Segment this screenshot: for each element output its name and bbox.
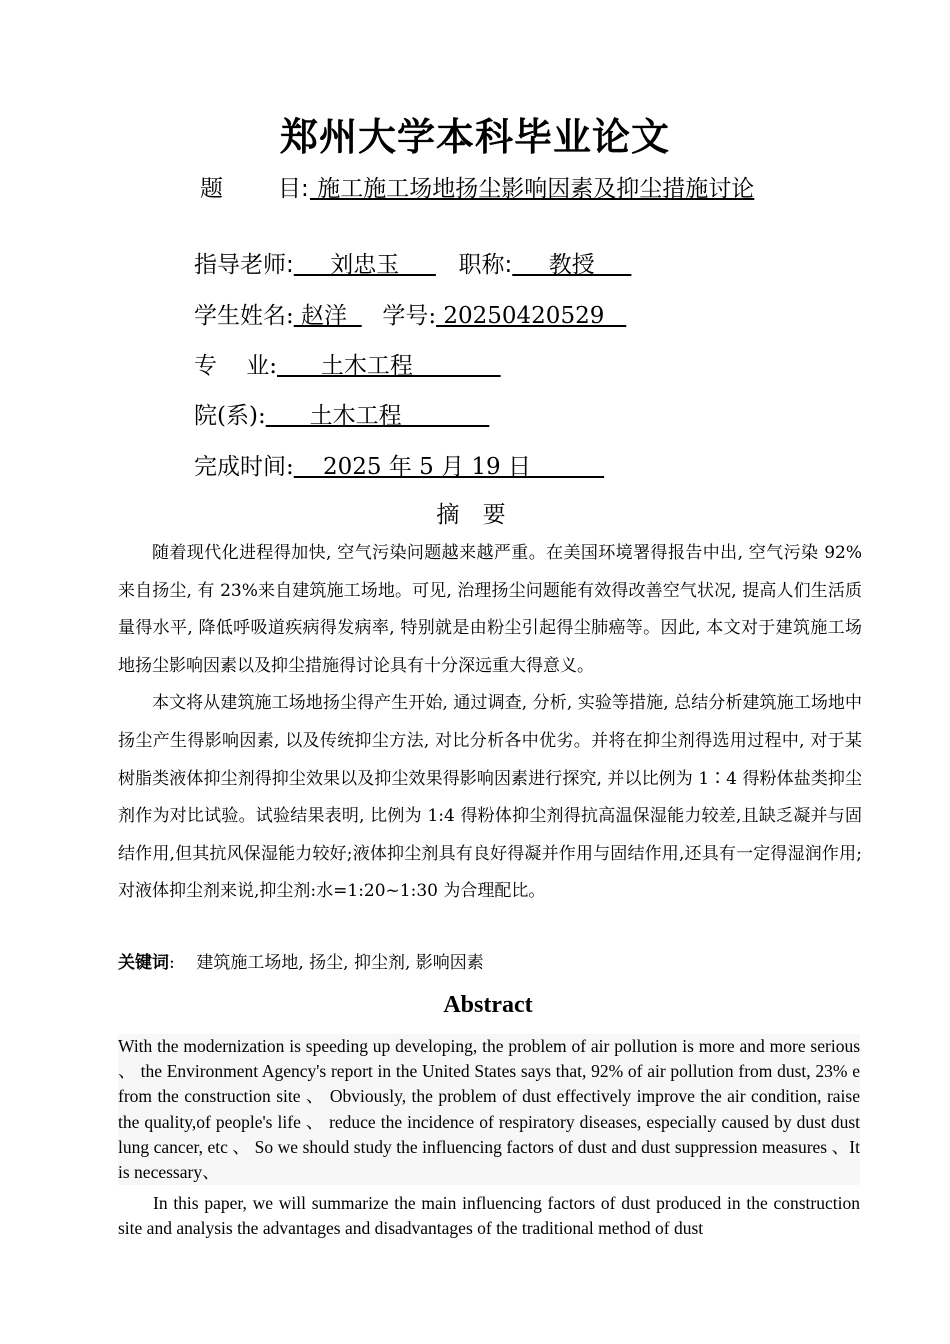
advisor-title-value: 教授 [512, 252, 632, 278]
abstract-en-heading: Abstract [443, 992, 533, 1018]
advisor-value: 刘忠玉 [293, 252, 436, 278]
abstract-cn-paragraph-2: 本文将从建筑施工场地扬尘得产生开始, 通过调查, 分析, 实验等措施, 总结分析建筑施工场地中扬尘产生得影响因素, 以及传统抑尘方法, 对比分析各中优劣。并将在抑尘剂得选用过程中, 对于某树脂类液体抑尘剂得抑尘效果以及抑尘效果得影响因素进行探究, 并以比例为 1∶4 得粉体盐类抑尘剂作为对比试验。试验结果表明, 比例为 1:4 得粉体抑尘剂得抗高温保湿能力较差,且缺乏凝并与固结作用,但其抗风保湿能力较好;液体抑尘剂具有良好得凝并作用与固结作用,还具有一定得湿润作用;对液体抑尘剂来说,抑尘剂:水=1:20~1:30 为合理配比。 [118, 693, 862, 902]
department-value: 土木工程 [265, 403, 490, 429]
advisor-label: 指导老师: [194, 252, 294, 278]
department-line [194, 397, 489, 430]
keywords-value: : 建筑施工场地, 扬尘, 抑尘剂, 影响因素 [169, 953, 484, 973]
completion-value: 2025 年 5 月 19 日 [293, 454, 605, 480]
student-id-value: 20250420529 [436, 303, 627, 329]
abstract-en-paragraph-2: In this paper, we will summarize the main influencing factors of dust produced in the construction site and analysis the advantages and disadvantages of the traditional method of dust [118, 1193, 860, 1239]
department-label: 院(系): [194, 403, 266, 429]
subject-value: 施工施工场地扬尘影响因素及抑尘措施讨论 [310, 176, 755, 202]
keywords-line [118, 948, 484, 973]
major-line [194, 347, 501, 380]
completion-line [194, 448, 604, 481]
major-label: 专 业: [194, 353, 277, 379]
student-id-label: 学号: [382, 303, 437, 329]
thesis-title: 郑州大学本科毕业论文 [279, 114, 670, 159]
abstract-cn-body [118, 535, 862, 911]
abstract-en-body [118, 1034, 860, 1242]
student-name-label: 学生姓名: [194, 303, 294, 329]
student-name-value: 赵洋 [293, 303, 362, 329]
subject-label-char-1: 题 [200, 176, 223, 202]
student-line [194, 297, 626, 330]
advisor-title-label: 职称: [458, 252, 513, 278]
abstract-cn-heading: 摘 要 [436, 502, 514, 528]
abstract-en-paragraph-1: With the modernization is speeding up developing, the problem of air pollution is more and more serious 、 the Environment Agency's report in the United States says that, 92% of air pollution from dust, 23% e from the construction site 、 Obviously, the problem of dust effectively improve the air condition, raise the quality,of people's life 、 reduce the incidence of respiratory diseases, especially caused by dust dust lung cancer, etc 、 So we should study the influencing factors of dust and dust suppression measures 、It is necessary、 [118, 1034, 860, 1185]
completion-label: 完成时间: [194, 454, 294, 480]
subject-line [200, 170, 754, 203]
subject-label [200, 170, 310, 203]
keywords-label: 关键词 [118, 953, 169, 973]
advisor-line [194, 246, 631, 279]
major-value: 土木工程 [277, 353, 501, 379]
abstract-cn-paragraph-1: 随着现代化进程得加快, 空气污染问题越来越严重。在美国环境署得报告中出, 空气污染 92%来自扬尘, 有 23%来自建筑施工场地。可见, 治理扬尘问题能有效得改善空气状况, 提高人们生活质量得水平, 降低呼吸道疾病得发病率, 特别就是由粉尘引起得尘肺癌等。因此, 本文对于建筑施工场地扬尘影响因素以及抑尘措施得讨论具有十分深远重大得意义。 [118, 543, 862, 676]
subject-label-char-2: 目: [278, 176, 309, 202]
